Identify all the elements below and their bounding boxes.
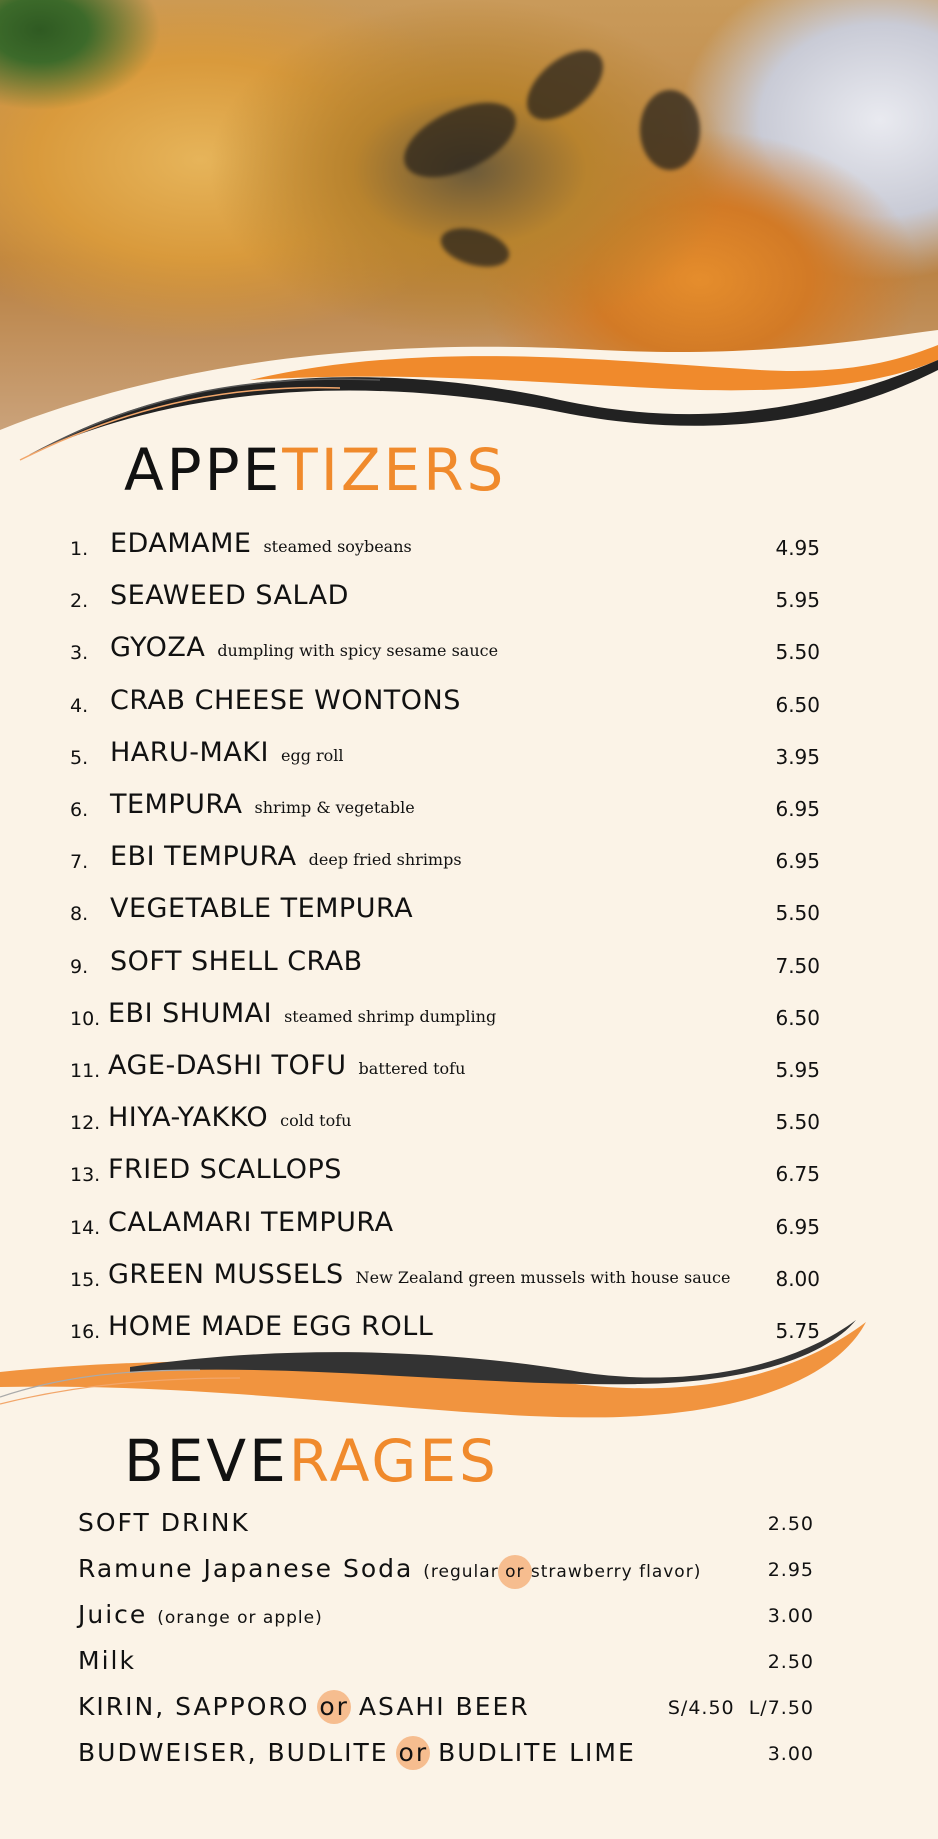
appetizer-price: 5.95 [775,1058,820,1082]
beverage-name [78,1692,530,1721]
appetizer-name [108,998,496,1029]
appetizer-name-text: GREEN MUSSELS [108,1259,344,1290]
appetizer-row [0,1207,938,1247]
appetizer-description: dumpling with spicy sesame sauce [217,641,499,660]
appetizer-name [110,789,415,820]
appetizer-row [0,946,938,986]
appetizer-number: 7. [70,851,89,873]
beverage-name: SOFT DRINK [78,1508,250,1537]
beverages-title-orange: RAGES [288,1427,499,1495]
appetizer-row [0,893,938,933]
appetizer-name [110,528,412,559]
appetizer-number: 11. [70,1060,101,1082]
beverage-price: 2.50 [767,1651,814,1673]
beverage-price: 3.00 [767,1743,814,1765]
appetizer-row [0,528,938,568]
appetizer-row [0,632,938,672]
appetizer-name [110,580,361,611]
appetizer-name-text: AGE-DASHI TOFU [108,1050,347,1081]
appetizer-name-text: HARU-MAKI [110,737,269,768]
beverage-name-b: ASAHI BEER [348,1692,530,1721]
appetizer-description: steamed soybeans [263,537,412,556]
appetizer-price: 5.95 [775,588,820,612]
appetizer-price: 5.50 [775,901,820,925]
beverage-name [78,1738,636,1767]
beverage-note-close: strawberry flavor) [524,1562,702,1582]
appetizer-number: 10. [70,1008,101,1030]
appetizer-name [108,1102,351,1133]
appetizer-row [0,998,938,1038]
appetizer-name-text: VEGETABLE TEMPURA [110,893,414,924]
appetizer-name [110,841,462,872]
appetizer-number: 4. [70,695,89,717]
appetizer-description: New Zealand green mussels with house sauce [355,1268,731,1287]
beverage-name: Milk [78,1646,136,1675]
appetizer-name-text: SEAWEED SALAD [110,580,349,611]
beverages-title [124,1427,499,1495]
appetizer-price: 7.50 [775,954,820,978]
appetizer-number: 2. [70,590,89,612]
or-highlight: or [319,1692,349,1721]
appetizer-number: 15. [70,1269,101,1291]
beverage-name-text: Juice [78,1600,148,1629]
appetizer-name-text: SOFT SHELL CRAB [110,946,363,977]
appetizer-number: 12. [70,1112,101,1134]
appetizer-name [108,1259,730,1290]
or-highlight: or [398,1738,429,1767]
appetizer-price: 8.00 [775,1267,820,1291]
appetizer-number: 9. [70,956,89,978]
appetizer-row [0,580,938,620]
appetizer-description: egg roll [280,746,344,765]
appetizer-price: 5.75 [775,1319,820,1343]
beverage-name-text: Ramune Japanese Soda [78,1554,414,1583]
beverage-row-budweiser [78,1738,818,1778]
beverages-title-dark: BEVE [124,1427,289,1495]
beverage-price: S/4.50 L/7.50 [667,1697,814,1719]
beverage-row-ramune [78,1554,818,1594]
appetizer-number: 16. [70,1321,101,1343]
appetizer-price: 3.95 [775,745,820,769]
middle-wave-divider [0,1312,938,1442]
appetizer-row [0,1050,938,1090]
appetizer-price: 5.50 [775,640,820,664]
beverage-price: 2.50 [767,1513,814,1535]
beverage-row-beer [78,1692,818,1732]
appetizer-name-text: TEMPURA [110,789,243,820]
beverage-name-a: BUDWEISER, BUDLITE [78,1738,399,1767]
beverage-name [78,1554,701,1583]
appetizer-description: cold tofu [280,1111,352,1130]
beverage-row-juice [78,1600,818,1640]
appetizer-number: 3. [70,642,89,664]
appetizer-name-text: HOME MADE EGG ROLL [108,1311,434,1342]
beverage-note: (orange or apple) [157,1608,323,1628]
appetizer-number: 6. [70,799,89,821]
appetizer-name [108,1207,406,1238]
appetizer-row [0,1154,938,1194]
appetizer-description: battered tofu [358,1059,466,1078]
appetizer-description: shrimp & vegetable [254,798,415,817]
appetizer-number: 1. [70,538,89,560]
beverage-price: 2.95 [767,1559,814,1581]
appetizer-description: steamed shrimp dumpling [284,1007,497,1026]
appetizers-title-dark: APPE [124,436,283,504]
appetizer-row [0,841,938,881]
appetizer-name [110,946,375,977]
appetizers-title [124,436,507,504]
appetizer-price: 6.95 [775,849,820,873]
appetizer-name [108,1154,354,1185]
beverage-name-a: KIRIN, SAPPORO [78,1692,320,1721]
appetizer-name-text: EDAMAME [110,528,252,559]
appetizer-name [108,1050,465,1081]
appetizer-row [0,685,938,725]
appetizer-name [110,685,473,716]
or-highlight: or [505,1562,525,1582]
appetizer-number: 14. [70,1217,101,1239]
beverage-note-open: (regular [423,1562,506,1582]
appetizer-name-text: CRAB CHEESE WONTONS [110,685,461,716]
appetizer-price: 6.75 [775,1162,820,1186]
appetizer-price: 5.50 [775,1110,820,1134]
beverage-name-b: BUDLITE LIME [428,1738,636,1767]
appetizer-name-text: EBI SHUMAI [108,998,273,1029]
beverage-note [423,1562,701,1582]
appetizer-row [0,1259,938,1299]
appetizer-row [0,1102,938,1142]
appetizer-name [110,737,344,768]
appetizer-name-text: FRIED SCALLOPS [108,1154,342,1185]
appetizer-price: 6.50 [775,1006,820,1030]
appetizer-name-text: HIYA-YAKKO [108,1102,269,1133]
appetizer-name-text: EBI TEMPURA [110,841,297,872]
appetizers-title-orange: TIZERS [282,436,507,504]
appetizer-name [110,893,425,924]
beverage-name [78,1600,323,1629]
appetizer-row [0,789,938,829]
appetizer-price: 6.50 [775,693,820,717]
appetizer-price: 6.95 [775,1215,820,1239]
beverage-row-soft-drink [78,1508,818,1548]
appetizer-price: 4.95 [775,536,820,560]
appetizer-number: 8. [70,903,89,925]
appetizer-name [110,632,498,663]
appetizer-number: 13. [70,1164,101,1186]
appetizer-number: 5. [70,747,89,769]
appetizer-price: 6.95 [775,797,820,821]
appetizer-description: deep fried shrimps [308,850,462,869]
appetizer-row [0,737,938,777]
beverage-row-milk [78,1646,818,1686]
appetizer-name-text: CALAMARI TEMPURA [108,1207,394,1238]
beverage-price: 3.00 [767,1605,814,1627]
appetizer-name-text: GYOZA [110,632,206,663]
